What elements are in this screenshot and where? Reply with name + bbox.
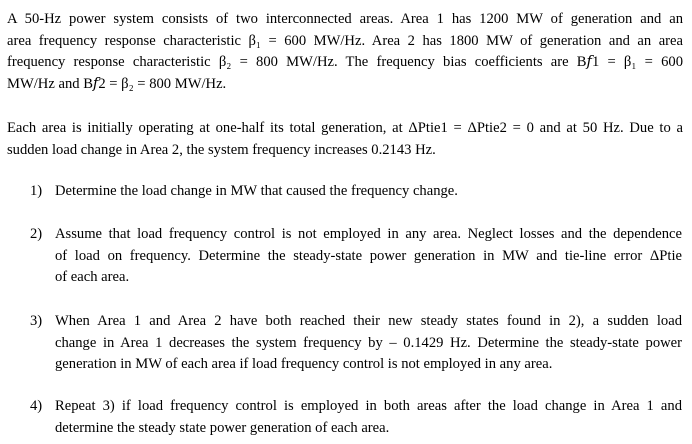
conditions-line-2: sudden load change in Area 2, the system frequency increases 0.2143 Hz.: [7, 141, 436, 158]
question-3-line-3: generation in MW of each area if load frequency control is not employed in any area.: [55, 356, 553, 373]
question-4-line-2: determine the steady state power generation of each area.: [55, 419, 390, 436]
intro-line-4: MW/Hz and B𝑓2 = β₂ = 800 MW/Hz.: [7, 75, 227, 92]
intro-line-2: area frequency response characteristic β₁ = 600 MW/Hz. Area 2 has 1800 MW of generation and an area: [7, 32, 683, 49]
initial-conditions-paragraph: [7, 118, 683, 161]
question-number: 1): [30, 183, 43, 199]
question-text: [55, 224, 682, 289]
intro-line-1: A 50-Hz power system consists of two interconnected areas. Area 1 has 1200 MW of generation and an: [7, 11, 683, 27]
question-text: [55, 396, 682, 439]
question-number: 2): [30, 226, 43, 242]
question-3-line-1: When Area 1 and Area 2 have both reached their new steady states found in 2), a sudden load: [55, 313, 682, 329]
question-2-line-2: of load on frequency. Determine the steady-state power generation in MW and tie-line error ΔPtie: [55, 247, 682, 264]
question-text: [55, 181, 682, 203]
question-2-line-3: of each area.: [55, 269, 130, 286]
question-3-line-2: change in Area 1 decreases the system frequency by – 0.1429 Hz. Determine the steady-state power: [55, 334, 682, 351]
intro-paragraph: [7, 9, 683, 95]
question-4-line-1: Repeat 3) if load frequency control is employed in both areas after the load change in Area 1 and: [55, 398, 682, 414]
question-text: [55, 311, 682, 376]
question-number: 4): [30, 398, 43, 414]
question-1-line-1: Determine the load change in MW that caused the frequency change.: [55, 183, 458, 199]
intro-line-3: frequency response characteristic β₂ = 800 MW/Hz. The frequency bias coefficients are B𝑓1 = β₁ = 600: [7, 54, 683, 71]
question-number: 3): [30, 313, 43, 329]
question-2-line-1: Assume that load frequency control is not employed in any area. Neglect losses and the dependence: [55, 226, 682, 242]
conditions-line-1: Each area is initially operating at one-half its total generation, at ΔPtie1 = ΔPtie2 = 0 and at 50 Hz. Due to a: [7, 120, 683, 136]
